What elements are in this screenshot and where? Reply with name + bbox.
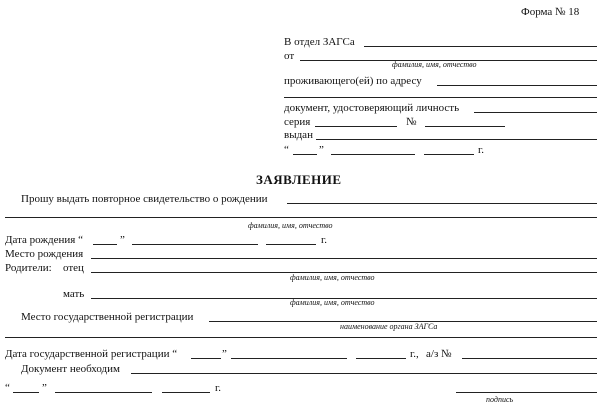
from-label: от (284, 50, 295, 62)
reg-date-label: Дата государственной регистрации “ (5, 348, 178, 360)
father-label: отец (63, 262, 84, 274)
reg-date-close-quote: ” (222, 348, 227, 360)
sign-day-field[interactable] (13, 392, 39, 393)
sign-year-field[interactable] (162, 392, 210, 393)
id-doc-field[interactable] (474, 112, 597, 113)
birth-month-field[interactable] (132, 244, 258, 245)
request-field-2[interactable] (5, 217, 597, 218)
issued-month-field[interactable] (331, 154, 415, 155)
issued-year-label: г. (478, 144, 485, 156)
doc-needed-field[interactable] (131, 373, 597, 374)
issued-date-open-quote: “ (284, 144, 289, 156)
birth-place-label: Место рождения (5, 248, 84, 260)
reg-year-label: г., (410, 348, 419, 360)
birth-year-field[interactable] (266, 244, 316, 245)
address-field-1[interactable] (437, 85, 597, 86)
address-label: проживающего(ей) по адресу (284, 75, 422, 87)
parents-label: Родители: (5, 262, 52, 274)
form-number: Форма № 18 (521, 6, 580, 18)
issued-label: выдан (284, 129, 313, 141)
page-title: ЗАЯВЛЕНИЕ (256, 172, 342, 187)
reg-day-field[interactable] (191, 358, 221, 359)
mother-fio-hint: фамилия, имя, отчество (290, 298, 375, 307)
birth-date-close-quote: ” (120, 234, 125, 246)
mother-label: мать (63, 288, 85, 300)
issued-field[interactable] (316, 139, 597, 140)
reg-place-field-2[interactable] (5, 337, 597, 338)
request-text: Прошу выдать повторное свидетельство о рождении (21, 193, 268, 205)
reg-place-label: Место государственной регистрации (21, 311, 194, 323)
birth-day-field[interactable] (93, 244, 117, 245)
birth-year-label: г. (321, 234, 328, 246)
number-label: № (406, 116, 417, 128)
reg-month-field[interactable] (231, 358, 347, 359)
series-label: серия (284, 116, 311, 128)
reg-year-field[interactable] (356, 358, 406, 359)
birth-date-label: Дата рождения “ (5, 234, 83, 246)
record-number-label: а/з № (426, 348, 452, 360)
sign-year-label: г. (215, 382, 222, 394)
father-fio-hint: фамилия, имя, отчество (290, 273, 375, 282)
address-field-2[interactable] (284, 97, 597, 98)
request-field-1[interactable] (287, 203, 597, 204)
to-office-field[interactable] (364, 46, 597, 47)
signature-field[interactable] (456, 392, 597, 393)
sign-date-close-quote: ” (42, 382, 47, 394)
issued-date-close-quote: ” (319, 144, 324, 156)
sign-date-open-quote: “ (5, 382, 10, 394)
reg-place-hint: наименование органа ЗАГСа (340, 322, 438, 331)
number-field[interactable] (425, 126, 505, 127)
issued-year-field[interactable] (424, 154, 474, 155)
request-fio-hint: фамилия, имя, отчество (248, 221, 333, 230)
to-office-label: В отдел ЗАГСа (284, 36, 355, 48)
issued-day-field[interactable] (293, 154, 317, 155)
signature-hint: подпись (486, 395, 514, 404)
series-field[interactable] (315, 126, 397, 127)
id-doc-label: документ, удостоверяющий личность (284, 102, 460, 114)
from-fio-hint: фамилия, имя, отчество (392, 60, 477, 69)
sign-month-field[interactable] (55, 392, 152, 393)
doc-needed-label: Документ необходим (21, 363, 120, 375)
record-number-field[interactable] (462, 358, 597, 359)
birth-place-field[interactable] (91, 258, 597, 259)
